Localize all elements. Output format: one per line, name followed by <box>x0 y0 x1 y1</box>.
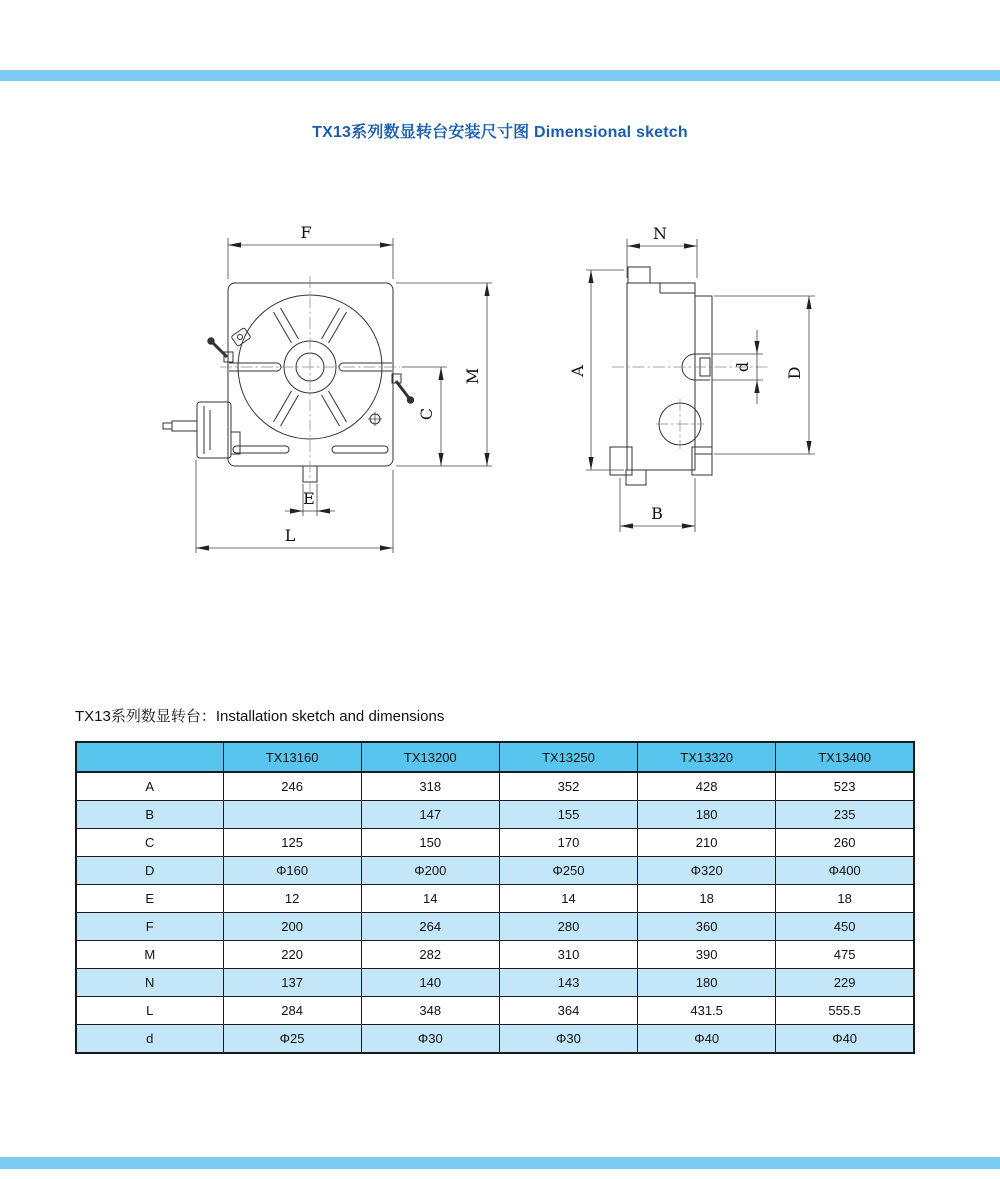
front-view-centerlines <box>220 276 400 492</box>
top-accent-bar <box>0 70 1000 81</box>
table-cell: 18 <box>638 885 776 913</box>
table-cell: 318 <box>361 772 499 801</box>
table-cell: 170 <box>499 829 637 857</box>
table-cell: Φ25 <box>223 1025 361 1054</box>
table-cell: 12 <box>223 885 361 913</box>
table-cell: 352 <box>499 772 637 801</box>
table-cell: 143 <box>499 969 637 997</box>
table-cell: 246 <box>223 772 361 801</box>
table-cell: 147 <box>361 801 499 829</box>
table-cell: Φ40 <box>638 1025 776 1054</box>
table-cell: 14 <box>361 885 499 913</box>
table-row <box>76 801 914 829</box>
table-cell: 523 <box>776 772 914 801</box>
table-cell: 428 <box>638 772 776 801</box>
table-cell <box>223 801 361 829</box>
table-header-row <box>76 742 914 772</box>
row-label: B <box>76 801 223 829</box>
row-label: M <box>76 941 223 969</box>
table-cell: 264 <box>361 913 499 941</box>
table-row <box>76 885 914 913</box>
table-cell: 229 <box>776 969 914 997</box>
table-cell: 260 <box>776 829 914 857</box>
table-cell: 210 <box>638 829 776 857</box>
row-label: E <box>76 885 223 913</box>
column-header: TX13200 <box>361 742 499 772</box>
row-label: d <box>76 1025 223 1054</box>
table-cell: 180 <box>638 969 776 997</box>
table-cell: 18 <box>776 885 914 913</box>
dim-label-M: M <box>463 367 482 385</box>
table-cell: 235 <box>776 801 914 829</box>
dim-label-d: d <box>733 361 752 373</box>
front-view-dimensions <box>196 238 492 553</box>
table-cell: 282 <box>361 941 499 969</box>
dim-label-N: N <box>653 224 667 243</box>
table-row <box>76 1025 914 1054</box>
table-cell: Φ30 <box>361 1025 499 1054</box>
table-cell: 155 <box>499 801 637 829</box>
table-row <box>76 941 914 969</box>
table-cell: 555.5 <box>776 997 914 1025</box>
row-label: C <box>76 829 223 857</box>
dimensional-sketch <box>150 215 850 575</box>
column-header: TX13250 <box>499 742 637 772</box>
table-cell: Φ40 <box>776 1025 914 1054</box>
dim-label-C: C <box>417 407 436 421</box>
table-cell: 140 <box>361 969 499 997</box>
table-row <box>76 913 914 941</box>
table-cell: 475 <box>776 941 914 969</box>
table-cell: Φ250 <box>499 857 637 885</box>
table-cell: 450 <box>776 913 914 941</box>
table-cell: 310 <box>499 941 637 969</box>
dim-label-A: A <box>568 365 587 377</box>
side-view <box>610 267 712 485</box>
dim-label-F: F <box>300 223 312 242</box>
column-header: TX13160 <box>223 742 361 772</box>
bottom-accent-bar <box>0 1157 1000 1169</box>
table-cell: 431.5 <box>638 997 776 1025</box>
front-view <box>163 283 414 482</box>
table-row <box>76 969 914 997</box>
table-cell: 220 <box>223 941 361 969</box>
table-cell: 360 <box>638 913 776 941</box>
table-cell: Φ320 <box>638 857 776 885</box>
table-cell: Φ160 <box>223 857 361 885</box>
table-cell: 284 <box>223 997 361 1025</box>
row-label: F <box>76 913 223 941</box>
table-row <box>76 829 914 857</box>
page-title: TX13系列数显转台安装尺寸图 Dimensional sketch <box>312 124 688 141</box>
table-cell: 200 <box>223 913 361 941</box>
row-label: D <box>76 857 223 885</box>
dim-label-B: B <box>651 504 663 523</box>
table-cell: Φ200 <box>361 857 499 885</box>
table-row <box>76 997 914 1025</box>
table-cell: 348 <box>361 997 499 1025</box>
table-cell: 390 <box>638 941 776 969</box>
row-label: L <box>76 997 223 1025</box>
table-cell: 137 <box>223 969 361 997</box>
table-cell: 150 <box>361 829 499 857</box>
table-cell: 280 <box>499 913 637 941</box>
dimensions-table <box>75 741 915 1054</box>
table-section-heading: TX13系列数显转台：Installation sketch and dimensions <box>75 708 445 725</box>
side-view-dimensions <box>586 239 815 532</box>
technical-drawing <box>150 215 850 575</box>
table-cell: 14 <box>499 885 637 913</box>
table-cell: 180 <box>638 801 776 829</box>
dim-label-L: L <box>284 526 296 545</box>
table-cell: Φ400 <box>776 857 914 885</box>
table-row <box>76 857 914 885</box>
row-label: A <box>76 772 223 801</box>
row-label: N <box>76 969 223 997</box>
column-header: TX13400 <box>776 742 914 772</box>
table-cell: 125 <box>223 829 361 857</box>
table-cell: 364 <box>499 997 637 1025</box>
table-body <box>76 772 914 1053</box>
table-cell: Φ30 <box>499 1025 637 1054</box>
column-header <box>76 742 223 772</box>
dim-label-E: E <box>303 489 315 508</box>
column-header: TX13320 <box>638 742 776 772</box>
table-row <box>76 772 914 801</box>
dim-label-D: D <box>785 366 804 380</box>
